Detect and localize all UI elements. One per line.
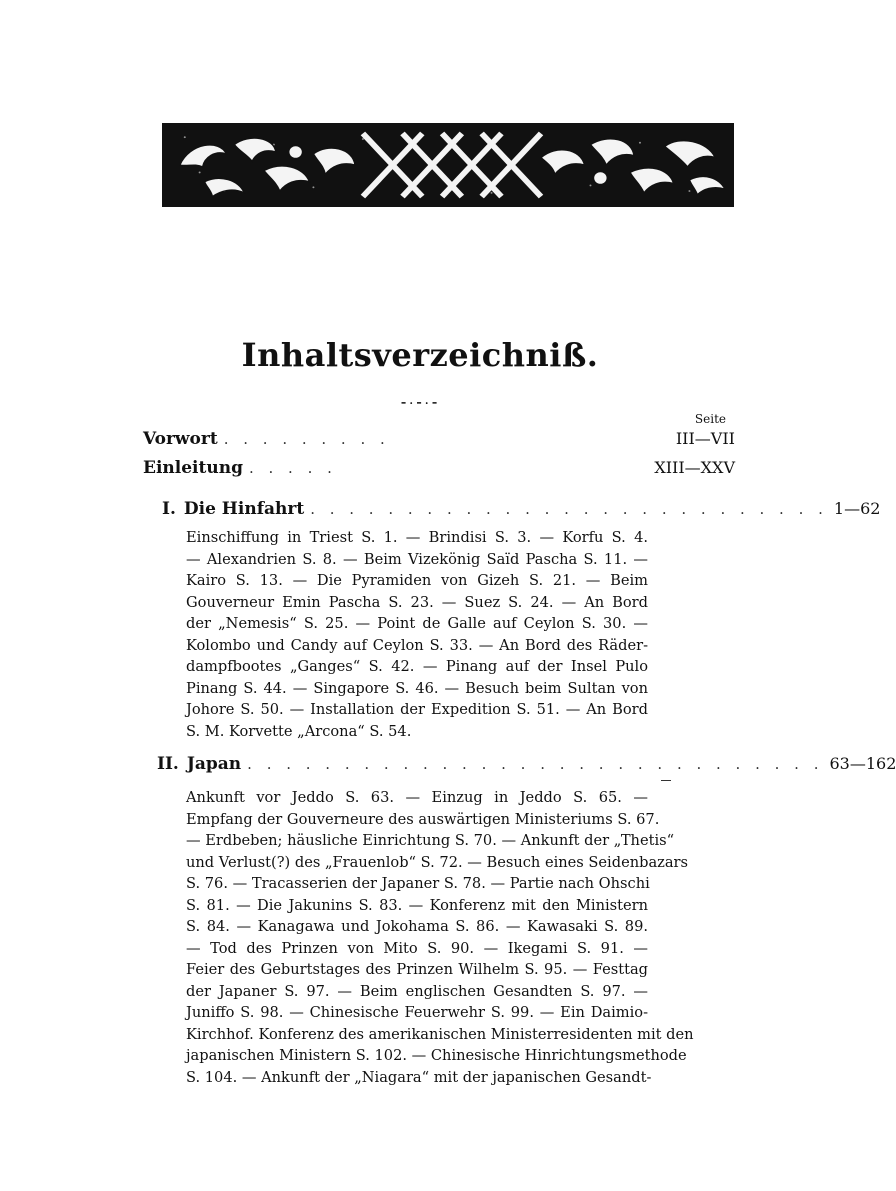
summary-line: — Alexandrien S. 8. — Beim Vizekönig Saïd Pascha S. 11. —	[186, 550, 648, 568]
summary-line: der „Nemesis“ S. 25. — Point de Galle auf Ceylon S. 30. —	[186, 615, 648, 632]
summary-line: Kolombo und Candy auf Ceylon S. 33. — An Bord des Räder-	[186, 636, 648, 654]
toc-page-range: 63—162	[829, 754, 896, 773]
summary-line: Johore S. 50. — Installation der Expedition S. 51. — An Bord	[186, 701, 648, 718]
toc-entry-label: Japan	[186, 754, 242, 774]
toc-entry-label: Vorwort	[143, 429, 218, 449]
toc-entry-die-hinfahrt[interactable]	[162, 499, 881, 519]
summary-line: Feier des Geburtstages des Prinzen Wilhelm S. 95. — Festtag	[186, 961, 648, 978]
summary-line: Gouverneur Emin Pascha S. 23. — Suez S. 24. — An Bord	[186, 593, 648, 611]
summary-line: Empfang der Gouverneure des auswärtigen Ministeriums S. 67.	[186, 810, 660, 828]
summary-line: S. 81. — Die Jakunins S. 83. — Konferenz mit den Ministern	[186, 896, 648, 914]
toc-entry-japan[interactable]	[157, 754, 896, 774]
toc-leader-dots: . . . . . . . . . . . . . . . . . . . . . . . . . . . . . .	[247, 755, 824, 773]
summary-line: S. M. Korvette „Arcona“ S. 54.	[186, 722, 412, 740]
toc-leader-dots: . . . . . . . . . . . . . . . . . . . . . . . . . . .	[310, 500, 828, 518]
toc-entry-number: I.	[162, 499, 176, 519]
chapter-summary-japan	[186, 787, 694, 1088]
toc-entry-label: Die Hinfahrt	[183, 499, 305, 519]
summary-line: dampfbootes „Ganges“ S. 42. — Pinang auf der Insel Pulo	[186, 658, 648, 675]
summary-line: Kairo S. 13. — Die Pyramiden von Gizeh S. 21. — Beim	[186, 572, 648, 589]
summary-line: der Japaner S. 97. — Beim englischen Gesandten S. 97. —	[186, 982, 648, 1000]
summary-line: Einschiffung in Triest S. 1. — Brindisi S. 3. — Korfu S. 4.	[186, 529, 648, 546]
summary-line: S. 104. — Ankunft der „Niagara“ mit der japanischen Gesandt-	[186, 1068, 652, 1086]
seite-column-header: Seite	[694, 412, 726, 426]
title-flourish: ⁃·⁃·⁃	[400, 396, 440, 412]
toc-entry-einleitung[interactable]	[143, 458, 735, 478]
oak-leaf-ornament-icon	[162, 123, 734, 207]
summary-line: — Tod des Prinzen von Mito S. 90. — Ikegami S. 91. —	[186, 939, 648, 957]
toc-entry-number: II.	[157, 754, 179, 774]
toc-leader-dots: . . . . . . . . .	[223, 430, 390, 448]
summary-line: S. 76. — Tracasserien der Japaner S. 78. — Partie nach Ohschi	[186, 875, 650, 892]
toc-page-range: 1—62	[833, 499, 881, 518]
toc-page-range: XIII—XXV	[654, 458, 735, 477]
summary-line: Ankunft vor Jeddo S. 63. — Einzug in Jeddo S. 65. —	[186, 789, 648, 806]
summary-line: und Verlust(?) des „Frauenlob“ S. 72. — Besuch eines Seidenbazars	[186, 853, 689, 871]
page-title: Inhaltsverzeichniß.	[241, 336, 599, 374]
summary-line: Juniffo S. 98. — Chinesische Feuerwehr S. 99. — Ein Daimio-	[186, 1004, 648, 1021]
summary-line: Pinang S. 44. — Singapore S. 46. — Besuch beim Sultan von	[186, 679, 648, 697]
toc-entry-label: Einleitung	[143, 458, 243, 478]
toc-page-range: III—VII	[675, 429, 735, 448]
summary-line: S. 84. — Kanagawa und Jokohama S. 86. — Kawasaki S. 89.	[186, 918, 648, 935]
margin-mark	[661, 780, 671, 781]
chapter-summary-hinfahrt	[186, 527, 648, 742]
toc-entry-vorwort[interactable]	[143, 429, 735, 449]
summary-line: japanischen Ministern S. 102. — Chinesische Hinrichtungsmethode	[186, 1047, 687, 1064]
summary-line: Kirchhof. Konferenz des amerikanischen Ministerresidenten mit den	[186, 1025, 694, 1043]
toc-leader-dots: . . . . .	[248, 459, 337, 477]
summary-line: — Erdbeben; häusliche Einrichtung S. 70. — Ankunft der „Thetis“	[186, 832, 675, 849]
